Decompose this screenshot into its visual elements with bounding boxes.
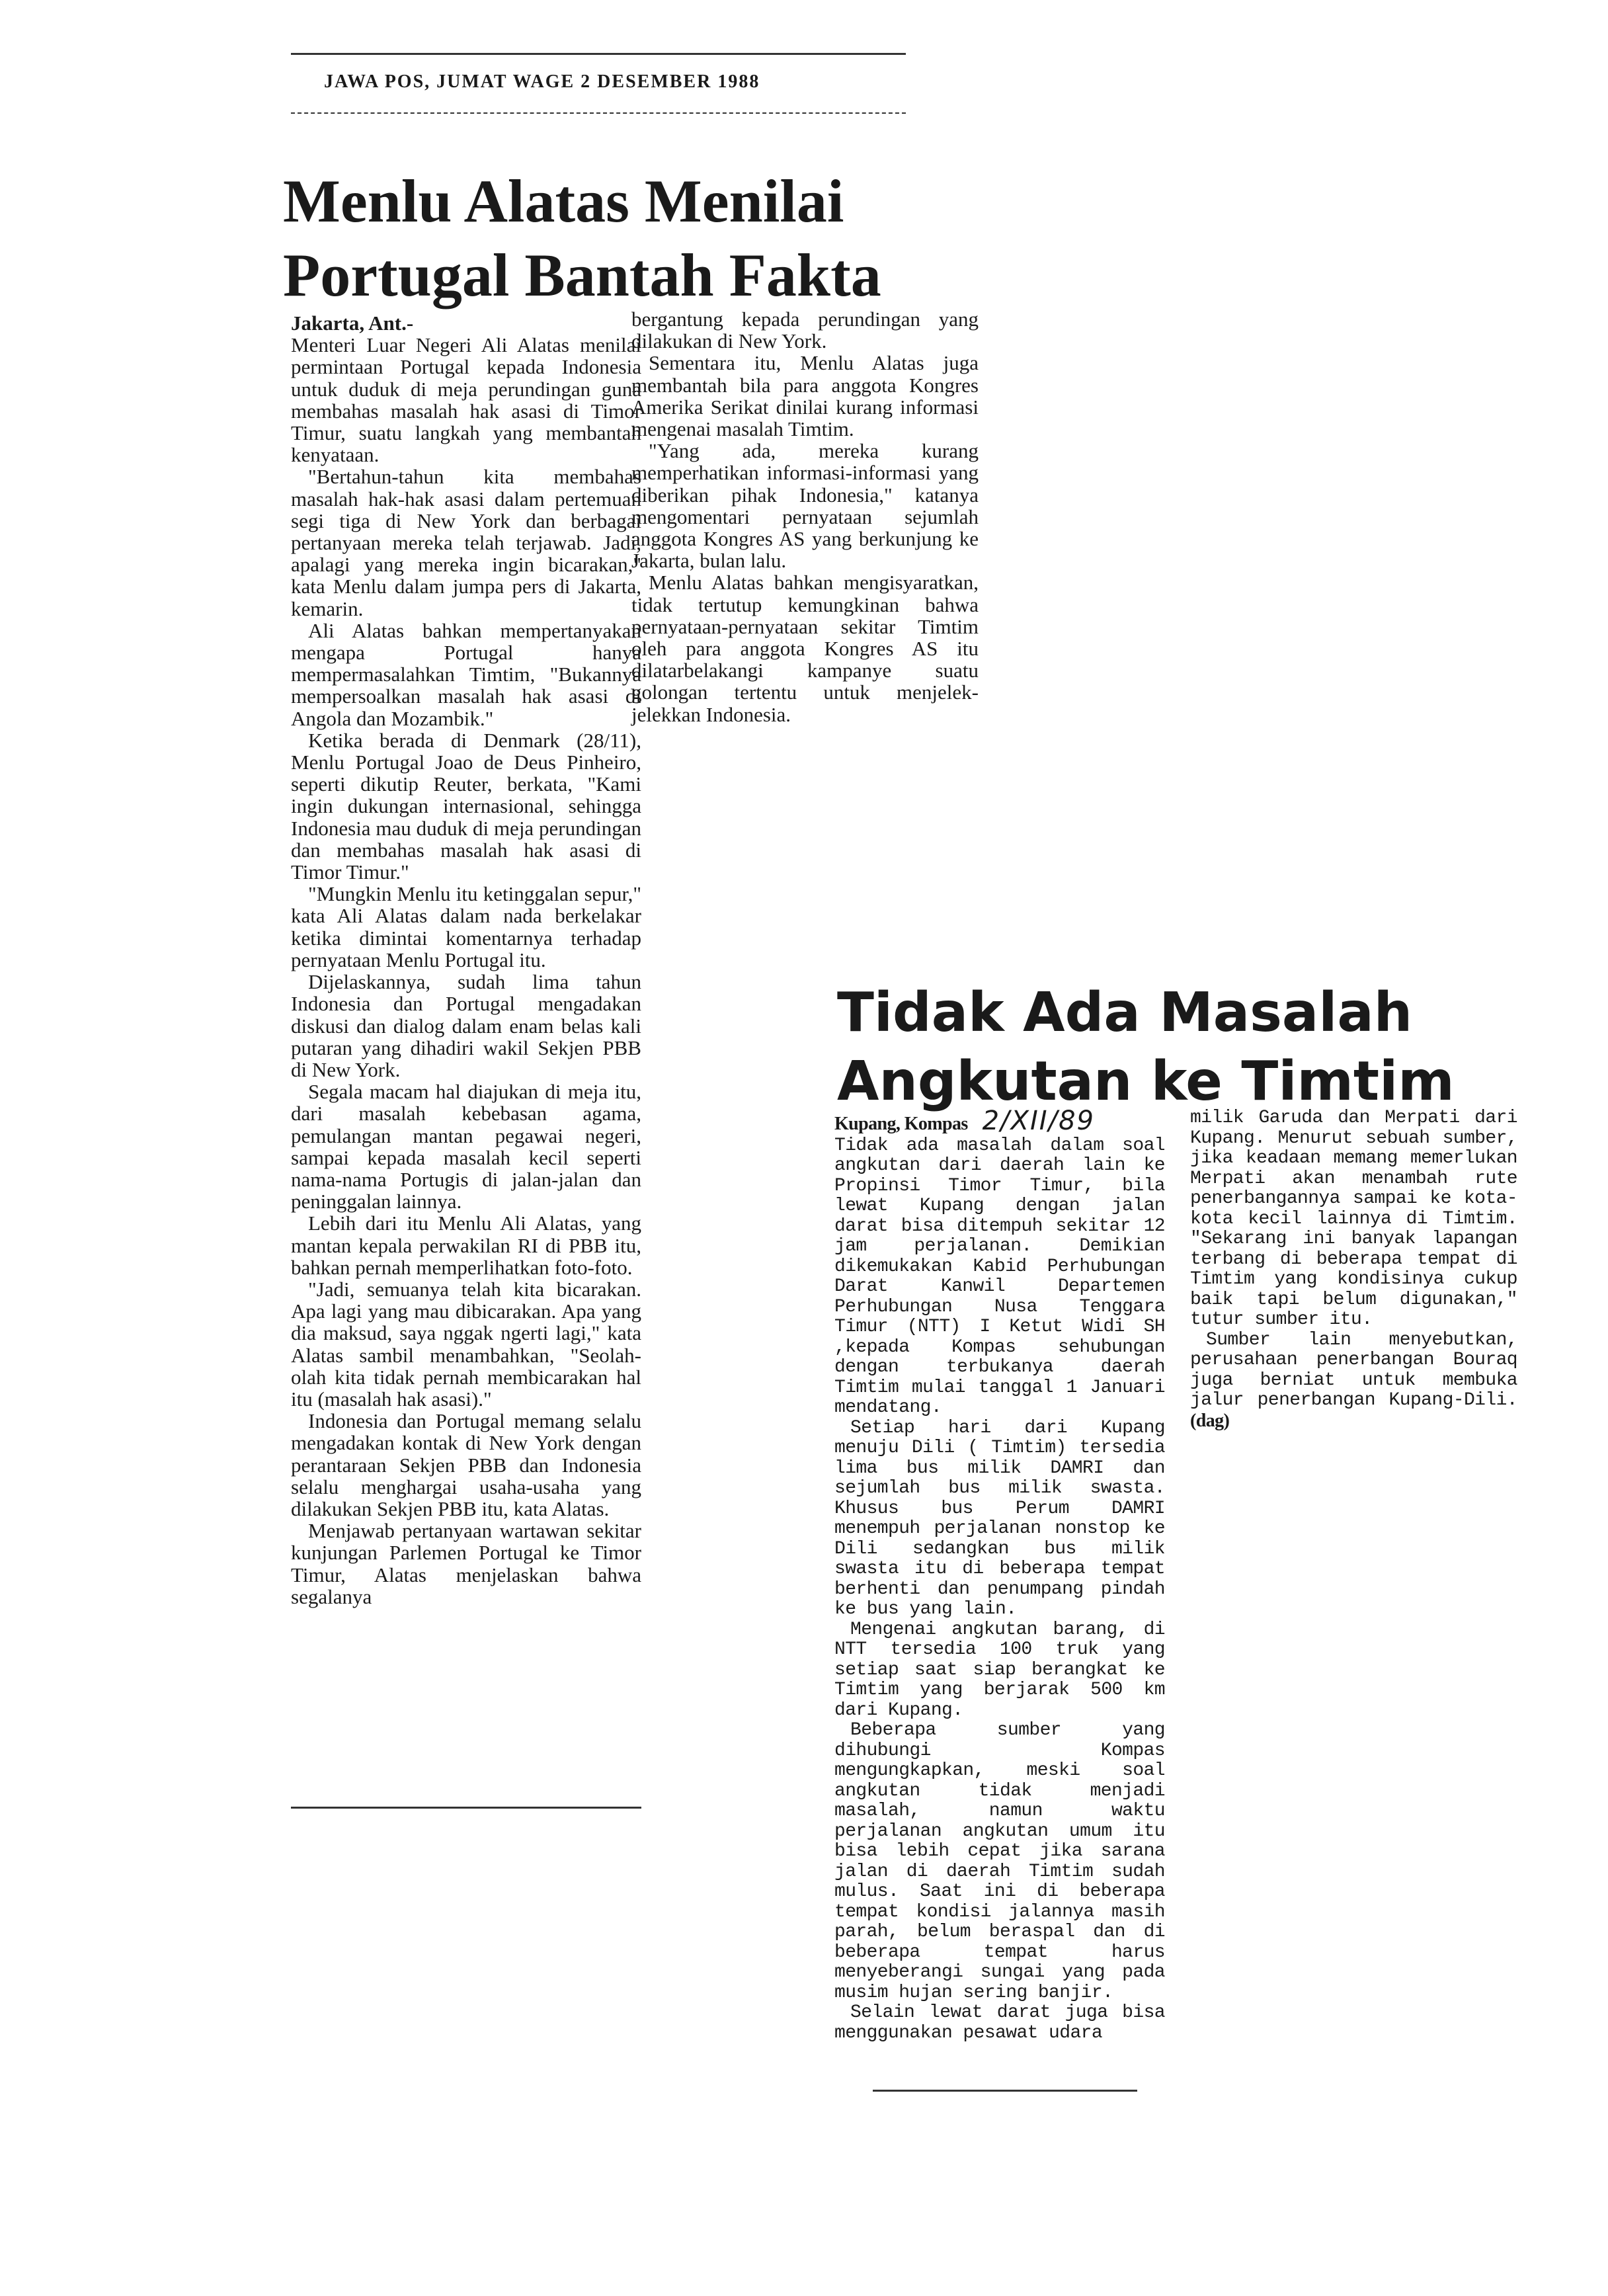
article1-paragraph: Ketika berada di Denmark (28/11), Menlu Portugal Joao de Deus Pinheiro, seperti dikutip Reuter, berkata, "Kami ingin dukungan internasional, sehingga Indonesia mau duduk di meja perundingan dan membahas masalah hak asasi di Timor Timur." bbox=[291, 728, 641, 884]
article1-column-2 bbox=[631, 308, 979, 725]
article1-paragraph: Menlu Alatas bahkan mengisyaratkan, tidak tertutup kemungkinan bahwa pernyataan-pernyataan sekitar Timtim oleh para anggota Kongres AS itu dilatarbelakangi kampanye suatu golongan tertentu untuk menjelek-jelekkan Indonesia. bbox=[631, 571, 979, 726]
article1-paragraph: Menteri Luar Negeri Ali Alatas menilai permintaan Portugal kepada Indonesia untuk duduk di meja perundingan guna membahas masalah hak asasi di Timor Timur, suatu langkah yang membantah kenyataan. bbox=[291, 333, 641, 467]
article1-paragraph: Dijelaskannya, sudah lima tahun Indonesia dan Portugal mengadakan diskusi dan dialog dalam enam belas kali putaran yang dihadiri wakil Sekjen PBB di New York. bbox=[291, 970, 641, 1081]
article2-byline: (dag) bbox=[1190, 1410, 1230, 1431]
masthead-bottom-rule bbox=[291, 112, 906, 114]
article2-paragraph bbox=[1190, 1331, 1517, 1433]
article2-dateline: Kupang, Kompas bbox=[834, 1114, 968, 1134]
article2-end-rule bbox=[873, 2090, 1137, 2092]
article1-paragraph: Menjawab pertanyaan wartawan sekitar kunjungan Parlemen Portugal ke Timor Timur, Alatas menjelaskan bahwa segalanya bbox=[291, 1519, 641, 1608]
article2-headline-line2: Angkutan ke Timtim bbox=[837, 1050, 1455, 1113]
handwritten-date: 2/XII/89 bbox=[982, 1106, 1095, 1136]
article2-headline bbox=[837, 979, 1498, 1116]
article2-paragraph: Selain lewat darat juga bisa menggunakan pesawat udara bbox=[834, 2002, 1165, 2043]
article1-dateline: Jakarta, Ant.- bbox=[291, 311, 414, 335]
article2-headline-line1: Tidak Ada Masalah bbox=[837, 981, 1413, 1044]
article1-headline bbox=[283, 164, 971, 312]
article1-paragraph: "Bertahun-tahun kita membahas masalah hak-hak asasi dalam pertemuan segi tiga di New York dan berbagai pertanyaan mereka telah terjawab. Jadi, apalagi yang mereka ingin bicarakan," kata Menlu dalam jumpa pers di Jakarta, kemarin. bbox=[291, 465, 641, 620]
article1-headline-line1: Menlu Alatas Menilai bbox=[283, 167, 844, 235]
article2-column-1 bbox=[834, 1106, 1165, 2043]
article2-paragraph: Mengenai angkutan barang, di NTT tersedia 100 truk yang setiap saat siap berangkat ke Timtim yang berjarak 500 km dari Kupang. bbox=[834, 1619, 1165, 1721]
article1-paragraph: Ali Alatas bahkan mempertanyakan mengapa Portugal hanya mempermasalahkan Timtim, "Bukannya mempersoalkan masalah hak asasi di Angola dan Mozambik." bbox=[291, 618, 641, 730]
article1-paragraph: "Jadi, semuanya telah kita bicarakan. Apa lagi yang mau dibicarakan. Apa yang dia maksud, saya nggak ngerti lagi," kata Alatas sambil menambahkan, "Seolah-olah kita tidak pernah membicarakan hal itu (masalah hak asasi)." bbox=[291, 1277, 641, 1411]
article1-end-rule bbox=[291, 1807, 641, 1809]
article1-paragraph: Indonesia dan Portugal memang selalu mengadakan kontak di New York dengan perantaraan Sekjen PBB dan Indonesia selalu menghargai usaha-usaha yang dilakukan Sekjen PBB itu, kata Alatas. bbox=[291, 1409, 641, 1520]
article2-dateline-row bbox=[834, 1106, 1165, 1136]
article1-column-1 bbox=[291, 312, 641, 1608]
article1-paragraph: bergantung kepada perundingan yang dilakukan di New York. bbox=[631, 308, 979, 353]
article1-headline-line2: Portugal Bantah Fakta bbox=[283, 241, 881, 309]
article2-column-2 bbox=[1190, 1108, 1517, 1432]
article1-paragraph: "Yang ada, mereka kurang memperhatikan informasi-informasi yang diberikan pihak Indonesia," katanya mengomentari pernyataan sejumlah anggota Kongres AS yang berkunjung ke Jakarta, bulan lalu. bbox=[631, 439, 979, 573]
article2-paragraph: Beberapa sumber yang dihubungi Kompas mengungkapkan, meski soal angkutan tidak menjadi masalah, namun waktu perjalanan angkutan umum itu bisa lebih cepat jika sarana jalan di daerah Timtim sudah mulus. Saat ini di beberapa tempat kondisi jalannya masih parah, belum beraspal dan di beberapa tempat harus menyeberangi sungai yang pada musim hujan sering banjir. bbox=[834, 1720, 1165, 2003]
article1-paragraph: Lebih dari itu Menlu Ali Alatas, yang mantan kepala perwakilan RI di PBB itu, bahkan pernah memperlihatkan foto-foto. bbox=[291, 1211, 641, 1279]
article2-paragraph: Setiap hari dari Kupang menuju Dili ( Timtim) tersedia lima bus milik DAMRI dan sejumlah bus milik swasta. Khusus bus Perum DAMRI menempuh perjalanan nonstop ke Dili sedangkan bus milik swasta itu di beberapa tempat berhenti dan penumpang pindah ke bus yang lain. bbox=[834, 1417, 1165, 1620]
masthead-top-rule bbox=[291, 53, 906, 55]
article2-paragraph: milik Garuda dan Merpati dari Kupang. Menurut sebuah sumber, jika keadaan memang memerlukan Merpati akan menambah rute penerbangannya sampai ke kota-kota kecil lainnya di Timtim. "Sekarang ini banyak lapangan terbang di beberapa tempat di Timtim yang kondisinya cukup baik tapi belum digunakan," tutur sumber itu. bbox=[1190, 1108, 1517, 1330]
article2-paragraph-text: Sumber lain menyebutkan, perusahaan penerbangan Bouraq juga berniat untuk membuka jalur penerbangan Kupang-Dili. bbox=[1190, 1329, 1517, 1411]
article2-paragraph: Tidak ada masalah dalam soal angkutan dari daerah lain ke Propinsi Timor Timur, bila lewat Kupang dengan jalan darat bisa ditempuh sekitar 12 jam perjalanan. Demikian dikemukakan Kabid Perhubungan Darat Kanwil Departemen Perhubungan Nusa Tenggara Timur (NTT) I Ketut Widi SH ,kepada Kompas sehubungan dengan terbukanya daerah Timtim mulai tanggal 1 Januari mendatang. bbox=[834, 1135, 1165, 1418]
article1-paragraph: Sementara itu, Menlu Alatas juga membantah bila para anggota Kongres Amerika Serikat dinilai kurang informasi mengenai masalah Timtim. bbox=[631, 351, 979, 441]
article1-paragraph: Segala macam hal diajukan di meja itu, dari masalah kebebasan agama, pemulangan mantan pegawai negeri, sampai kepada masalah kecil seperti nama-nama Portugis di jalan-jalan dan peninggalan lainnya. bbox=[291, 1080, 641, 1213]
masthead: JAWA POS, JUMAT WAGE 2 DESEMBER 1988 bbox=[324, 71, 760, 92]
article1-paragraph: "Mungkin Menlu itu ketinggalan sepur," kata Ali Alatas dalam nada berkelakar ketika dimintai komentarnya terhadap pernyataan Menlu Portugal itu. bbox=[291, 882, 641, 971]
